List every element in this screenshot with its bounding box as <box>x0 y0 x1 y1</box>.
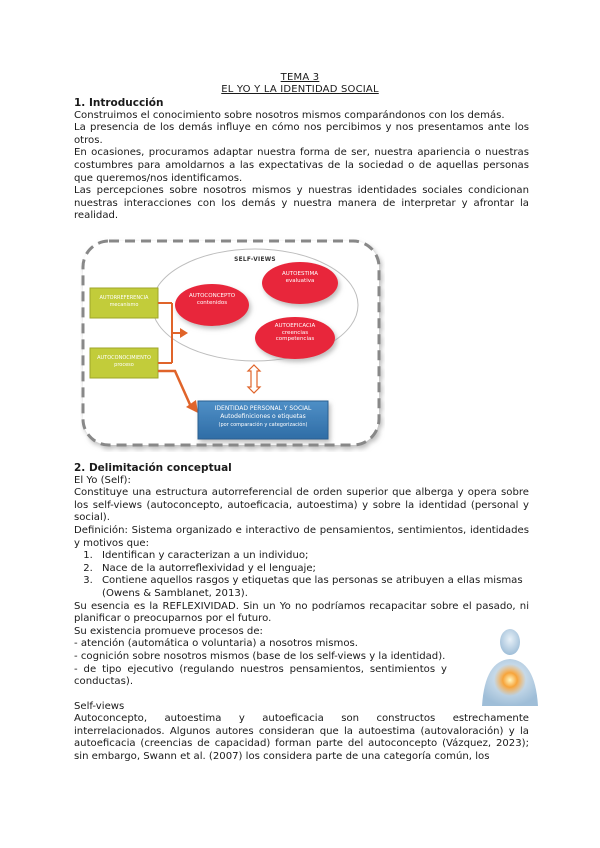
section-heading: 1. Introducción <box>74 97 164 109</box>
subheading: Self-views <box>74 700 125 712</box>
autorreferencia-title: AUTORREFERENCIA <box>99 295 149 301</box>
autoestima-sub: evaluativa <box>285 277 315 284</box>
paragraph: Construimos el conocimiento sobre nosotros mismos comparándonos con los demás. <box>74 109 505 121</box>
title-block <box>0 72 600 96</box>
list-item: 2. Nace de la autorreflexividad y el lenguaje; <box>96 563 529 576</box>
autorreferencia-sub: mecanismo <box>109 301 139 308</box>
paragraph: La presencia de los demás influye en cómo nos percibimos y nos presentamos ante los otros. <box>74 122 529 146</box>
section-introduction <box>74 97 529 223</box>
bullet-item: - de tipo ejecutivo (regulando nuestros pensamientos, sentimientos y conductas). <box>74 663 447 688</box>
identidad-sub: (por comparación y categorización) <box>218 422 308 428</box>
spacer <box>74 689 529 701</box>
autoconocimiento-sub: proceso <box>114 361 134 368</box>
paragraph: Las percepciones sobre nosotros mismos y nuestras identidades sociales condicionan nuestras interacciones con los demás y nuestra manera de interpretar y afrontar la realidad. <box>74 185 529 222</box>
paragraph: En ocasiones, procuramos adaptar nuestra forma de ser, nuestra apariencia o nuestras costumbres para amoldarnos a las expectativas de la sociedad o de aquellas personas que queremos/nos identificamos. <box>74 147 529 184</box>
paragraph: Definición: Sistema organizado e interactivo de pensamientos, sentimientos, identidades y motivos que: <box>74 524 529 549</box>
list-item: 3. Contiene aquellos rasgos y etiquetas que las personas se atribuyen a ellas mismas (Owens & Samblanet, 2013). <box>96 575 529 600</box>
self-views-label: SELF-VIEWS <box>234 257 276 263</box>
identidad-label <box>198 405 328 429</box>
bullet-item: - cognición sobre nosotros mismos (base de los self-views y la identidad). <box>74 650 446 662</box>
self-views-diagram <box>80 237 385 452</box>
autoeficacia-title: AUTOEFICACIA <box>274 323 316 329</box>
autoconcepto-label <box>175 293 249 306</box>
paragraph: Autoconcepto, autoestima y autoeficacia son constructos estrechamente interrelacionados. Algunos autores consideran que la autoestima (autovaloración) y la autoeficacia (creencias de capacidad) forman parte del autoconcepto (Vázquez, 2023); sin embargo, Swann et al. (2007) los considera parte de una categoría común, los <box>74 713 529 763</box>
subheading: El Yo (Self): <box>74 474 131 486</box>
section-heading: 2. Delimitación conceptual <box>74 462 232 474</box>
list-item: 1. Identifican y caracterizan a un individuo; <box>96 550 529 563</box>
autoestima-title: AUTOESTIMA <box>282 271 318 277</box>
identidad-title: IDENTIDAD PERSONAL Y SOCIAL <box>214 405 312 412</box>
autoconocimiento-label <box>90 355 158 368</box>
human-figure-illustration <box>468 622 552 706</box>
autoestima-label <box>263 271 337 284</box>
autoeficacia-sub: competencias <box>275 336 315 342</box>
topic-number: TEMA 3 <box>280 72 320 83</box>
autoconocimiento-title: AUTOCONOCIMIENTO <box>97 355 151 361</box>
paragraph: Su esencia es la REFLEXIVIDAD. Sin un Yo no podríamos recapacitar sobre el pasado, ni planificar o preocuparnos por el futuro. <box>74 600 529 625</box>
autoconcepto-title: AUTOCONCEPTO <box>188 293 236 299</box>
autoeficacia-label <box>255 323 335 343</box>
numbered-list <box>74 550 529 600</box>
section-delimitation <box>74 462 529 764</box>
bullet-item: - atención (automática o voluntaria) a nosotros mismos. <box>74 638 358 650</box>
autorreferencia-label <box>90 295 158 308</box>
autoeficacia-sub: creencias <box>281 329 309 336</box>
identidad-sub: Autodefiniciones o etiquetas <box>220 413 306 420</box>
topic-title: EL YO Y LA IDENTIDAD SOCIAL <box>221 84 379 95</box>
paragraph: Su existencia promueve procesos de: <box>74 625 263 637</box>
paragraph: Constituye una estructura autorreferencial de orden superior que alberga y opera sobre los self-views (autoconcepto, autoeficacia, autoestima) y sobre la identidad (personal y social). <box>74 487 529 524</box>
autoconcepto-sub: contenidos <box>196 299 228 306</box>
